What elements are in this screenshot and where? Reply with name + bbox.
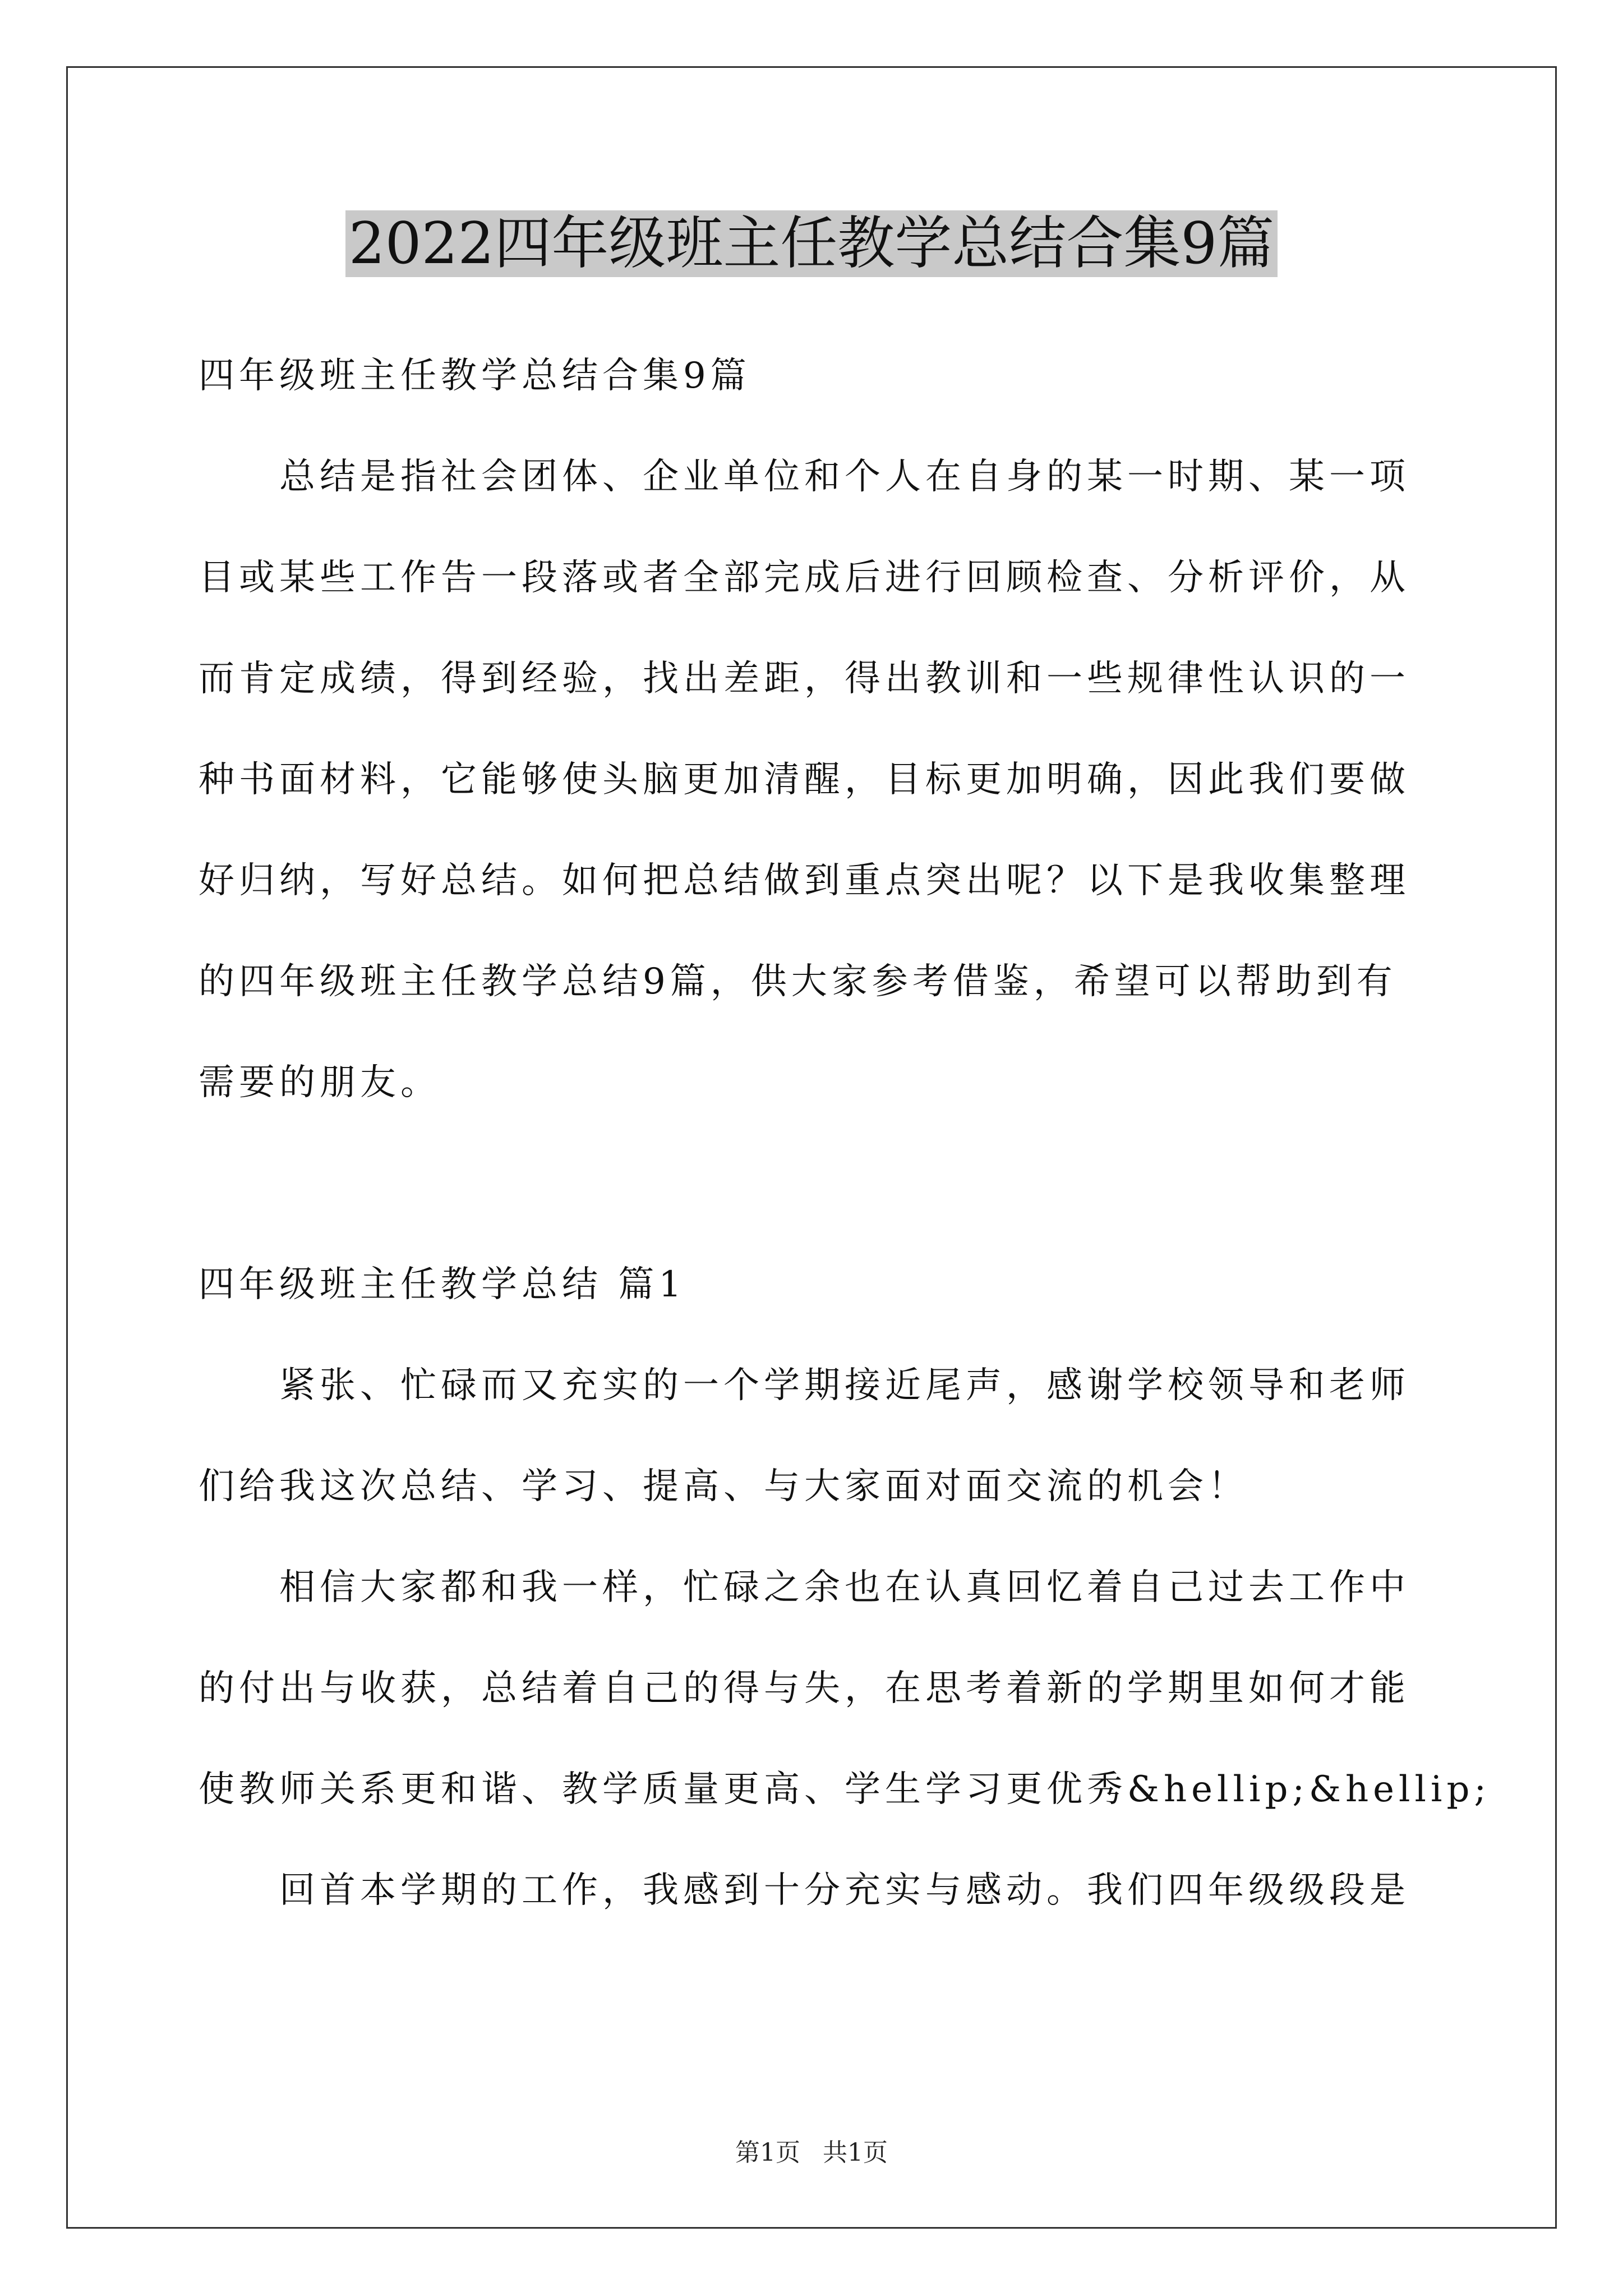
paragraph-line: 紧张、忙碌而又充实的一个学期接近尾声，感谢学校领导和老师: [279, 1365, 1410, 1406]
document-title-text: 2022四年级班主任教学总结合集9篇: [345, 210, 1278, 277]
paragraph-line: 目或某些工作告一段落或者全部完成后进行回顾检查、分析评价，从: [199, 557, 1410, 599]
paragraph-line: 种书面材料，它能够使头脑更加清醒，目标更加明确，因此我们要做: [199, 759, 1410, 800]
section-heading: 四年级班主任教学总结 篇1: [199, 1264, 686, 1305]
paragraph-line: 相信大家都和我一样，忙碌之余也在认真回忆着自己过去工作中: [279, 1567, 1410, 1608]
paragraph-line: 总结是指社会团体、企业单位和个人在自身的某一时期、某一项: [279, 456, 1410, 498]
paragraph-line: 好归纳，写好总结。如何把总结做到重点突出呢？以下是我收集整理: [199, 860, 1410, 901]
paragraph-line: 而肯定成绩，得到经验，找出差距，得出教训和一些规律性认识的一: [199, 658, 1410, 700]
paragraph-line: 们给我这次总结、学习、提高、与大家面对面交流的机会！: [199, 1466, 1248, 1507]
paragraph-line: 使教师关系更和谐、教学质量更高、学生学习更优秀&hellip;&hellip;: [199, 1769, 1491, 1810]
page-number: 第1页: [735, 2138, 800, 2167]
subtitle-line: 四年级班主任教学总结合集9篇: [199, 355, 751, 397]
paragraph-line: 的付出与收获，总结着自己的得与失，在思考着新的学期里如何才能: [199, 1668, 1410, 1709]
page-footer: [0, 2136, 1623, 2170]
spacer: [199, 1133, 1435, 1234]
paragraph-line: 回首本学期的工作，我感到十分充实与感动。我们四年级级段是: [279, 1870, 1410, 1911]
page-total: 共1页: [823, 2138, 888, 2167]
paragraph-line: 需要的朋友。: [199, 1062, 441, 1103]
document-title: [0, 202, 1623, 286]
paragraph-line: 的四年级班主任教学总结9篇，供大家参考借鉴，希望可以帮助到有: [199, 961, 1397, 1002]
document-body: [199, 325, 1491, 1941]
